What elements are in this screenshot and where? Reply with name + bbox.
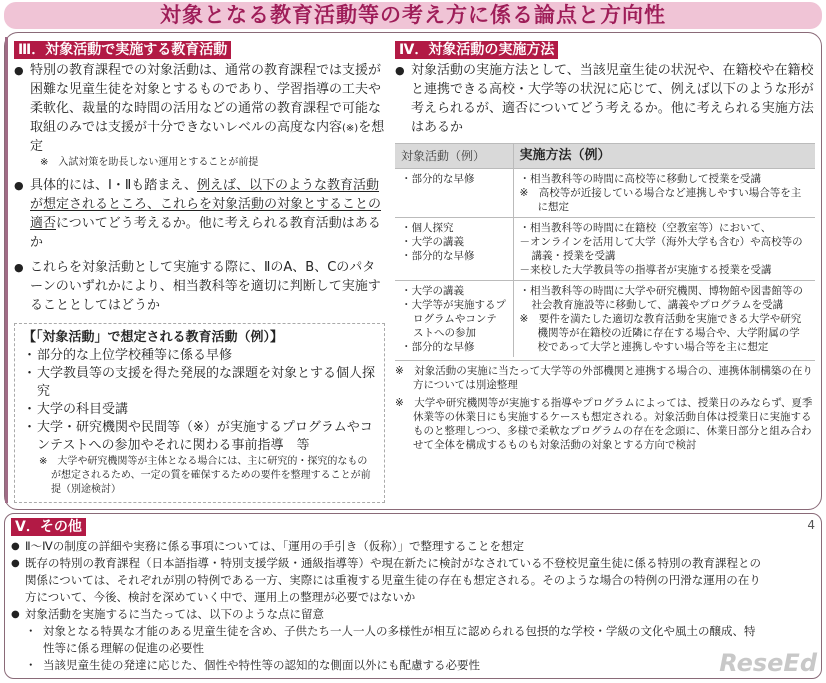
cell-text: ・部分的な早修: [401, 341, 475, 353]
page-title: 対象となる教育活動等の考え方に係る論点と方向性: [4, 2, 822, 29]
example-item: ・ 大学・研究機関や民間等（※）が実施するプログラムやコンテストへの参加やそれに関わる事前指導 等: [23, 419, 376, 455]
table-row: [395, 218, 815, 281]
section-4-notes: [395, 360, 815, 452]
cell-text: ・部分的な早修: [401, 173, 475, 185]
cell-text: ・相当教科等の時間に高校等に移動して授業を受講: [519, 173, 761, 185]
cell-text: ※ 要件を満たした適切な教育活動を実施できる大学や研究機関等が在籍校の近隣に存在する場合や、大学附属の学校であって大学と連携しやすい場合等を主に想定: [519, 313, 802, 353]
cell-text: ・個人探究: [401, 222, 454, 234]
bullet-text: 特別の教育課程での対象活動は、通常の教育課程では支援が困難な児童生徒を対象とするものであり、学習指導の工夫や柔軟化、裁量的な時間の活用などの通常の教育課程で可能な取組のみでは支援が十分できないレベルの高度な内容: [30, 63, 382, 135]
note: ※ 対象活動の実施に当たって大学等の外部機関と連携する場合の、連携体制構築の在り方については別途整理: [395, 365, 813, 391]
column-header: 実施方法（例）: [513, 144, 815, 169]
section-5-heading: Ⅴ．その他: [11, 518, 86, 536]
bullet-text: 具体的には、Ⅰ・Ⅱも踏まえ、: [30, 178, 198, 193]
example-note: ※ 大学や研究機関等が主体となる場合には、主に研究的・探究的なものが想定されるため、一定の質を確保するための要件を整理することが前提（別途検討）: [39, 456, 371, 495]
section-5-content: [11, 538, 761, 674]
note: ※ 入試対策を助長しない運用とすることが前提: [40, 157, 259, 168]
note-mark: (※): [342, 123, 359, 134]
section-3-panel: [5, 37, 389, 503]
note: ※ 大学や研究機関等が実施する指導やプログラムによっては、授業日のみならず、夏季休業等の休業日にも実施するケースも想定される。対象活動自体は授業日に実施するものと整理しつつ、多様で柔軟なプログラムの存在を念頭に、休業日部分と組み合わせて全体を構成するものも対象活動の対象とする方向で検討: [395, 397, 813, 451]
example-item: ・ 大学教員等の支援を得た発展的な課題を対象とする個人探究: [23, 365, 376, 401]
example-activities-box: [14, 323, 385, 503]
cell-text: ・部分的な早修: [401, 250, 475, 262]
main-panel: [4, 32, 822, 510]
section-5-panel: [4, 513, 822, 679]
bullet-text: についてどう考えるか。他に考えられる教育活動はあるか: [30, 216, 381, 250]
table-header-row: [395, 144, 815, 169]
section-3-heading: Ⅲ．対象活動で実施する教育活動: [14, 41, 231, 59]
bullet-text: ● Ⅱ～Ⅳの制度の詳細や実務に係る事項については、「運用の手引き（仮称）」で整理することを想定: [11, 538, 761, 555]
section-3-bullet-3: ● これらを対象活動として実施する際に、ⅡのA、B、Cのパターンのいずれかにより、相当教科等を適切に判断して実施することとしてはどうか: [14, 258, 385, 315]
table-row: [395, 169, 815, 218]
cell-text: ・大学等が実施するプログラムやコンテストへの参加: [401, 299, 506, 339]
sub-bullet-text: ・ 当該児童生徒の発達に応じた、個性や特性等の認知的な側面以外にも配慮する必要性: [11, 657, 761, 674]
section-3-bullet-2: [14, 176, 385, 252]
section-4-panel: [389, 37, 817, 503]
bullet-text: を想定: [30, 120, 385, 154]
sub-bullet-text: ・ 対象となる特異な才能のある児童生徒を含め、子供たち一人一人の多様性が相互に認められる包摂的な学校・学級の文化や風土の醸成、特性等に係る理解の促進の必要性: [11, 623, 761, 657]
cell-text: －来校した大学教員等の指導者が実施する授業を受講: [519, 264, 772, 276]
implementation-table: [395, 143, 815, 357]
section-3-bullet-1: [14, 61, 385, 170]
cell-text: ・大学の講義: [401, 285, 464, 297]
bullet-text: ● 既存の特別の教育課程（日本語指導・特別支援学級・通級指導等）や現在新たに検討がなされている不登校児童生徒に係る特別の教育課程との関係については、それぞれが別の特例である一方、実際には重複する児童生徒の存在も想定される。そのような場合の特例の円滑な運用の在り方について、今後、検討を深めていく中で、運用上の整理が必要ではないか: [11, 555, 761, 606]
example-item: ・ 部分的な上位学校種等に係る早修: [23, 347, 376, 365]
cell-text: ・大学の講義: [401, 236, 464, 248]
example-heading: 【「対象活動」で想定される教育活動（例）】: [23, 330, 284, 345]
cell-text: ・相当教科等の時間に大学や研究機関、博物館や図書館等の社会教育施設等に移動して、講義やプログラムを受講: [519, 285, 803, 311]
bullet-text: ● 対象活動を実施するに当たっては、以下のような点に留意: [11, 606, 761, 623]
column-header: 対象活動（例）: [395, 144, 513, 169]
cell-text: ・相当教科等の時間に在籍校（空教室等）において、: [519, 222, 772, 234]
section-4-heading: Ⅳ．対象活動の実施方法: [395, 41, 558, 59]
cell-text: －オンラインを活用して大学（海外大学も含む）や高校等の講義・授業を受講: [519, 236, 803, 262]
section-4-bullet-1: ● 対象活動の実施方法として、当該児童生徒の状況や、在籍校や在籍校と連携できる高校・大学等の状況に応じて、例えば以下のような形が考えられるが、適否についてどう考えるか。他に考えられる実施方法はあるか: [395, 61, 815, 137]
table-row: [395, 281, 815, 358]
underlined-text: 例えば、以下のような教育活動が想定されるところ、これらを対象活動の対象とすることの適否: [30, 178, 382, 231]
cell-text: ※ 高校等が近接している場合など連携しやすい場合等を主に想定: [519, 187, 802, 213]
example-item: ・ 大学の科目受講: [23, 401, 376, 419]
watermark-logo: ReseEd: [719, 649, 817, 677]
page-number: 4: [807, 518, 815, 532]
